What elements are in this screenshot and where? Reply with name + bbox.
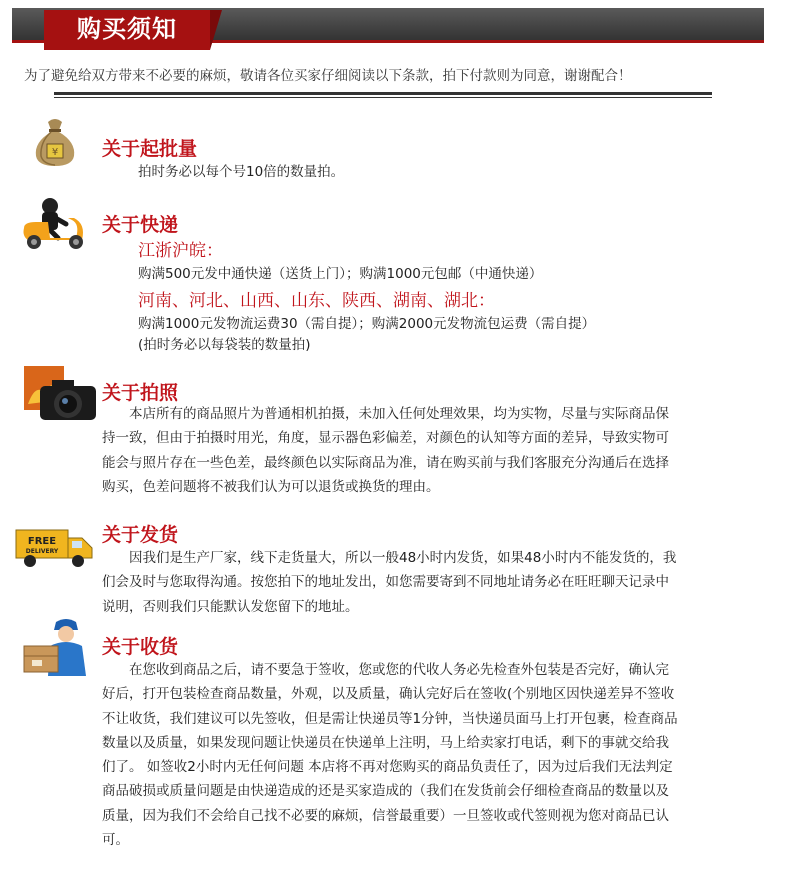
divider [54,92,712,95]
section-title-paizhao: 关于拍照 [102,382,179,404]
camera-icon [22,364,100,424]
kuaidi-text-2: 购满1000元发物流运费30（需自提）；购满2000元发物流包运费（需自提） [138,316,596,332]
region-jiangzhehuwan: 江浙沪皖： [138,241,223,261]
divider [54,97,712,98]
shouhuo-line: 不让收货，我们建议可以先签收，但是需让快递员等1分钟，当快递员面马上打开包裹，检查商品 [102,710,678,727]
fahuo-line: 们会及时与您取得沟通。按您拍下的地址发出，如您需要寄到不同地址请务必在旺旺聊天记录中 [102,574,669,591]
qipiliang-text: 拍时务必以每个号10倍的数量拍。 [138,164,345,180]
section-title-kuaidi: 关于快递 [102,214,179,236]
delivery-scooter-icon [14,194,96,256]
page-title: 购买须知 [44,10,210,50]
shouhuo-line: 好后，打开包装检查商品数量，外观，以及质量，确认完好后在签收(个别地区因快递差异不签收 [102,686,675,703]
fahuo-line: 说明，否则我们只能默认发您留下的地址。 [102,598,359,615]
fahuo-paragraph [102,546,742,619]
section-title-shouhuo: 关于收货 [102,636,179,658]
intro-text: 为了避免给双方带来不必要的麻烦，敬请各位买家仔细阅读以下条款，拍下付款则为同意，谢谢配合！ [24,68,632,84]
paizhao-paragraph [102,402,742,499]
paizhao-line: 能会与照片存在一些色差，最终颜色以实际商品为准，请在购买前与我们客服充分沟通后在选择 [102,454,669,471]
section-title-qipiliang: 关于起批量 [102,138,198,160]
svg-text:¥: ¥ [51,147,59,158]
shouhuo-line: 可。 [102,832,129,849]
fahuo-line: 因我们是生产厂家，线下走货量大，所以一般48小时内发货，如果48小时内不能发货的，我 [102,550,677,566]
section-title-fahuo: 关于发货 [102,524,179,546]
paizhao-line: 购买，色差问题将不被我们认为可以退货或换货的理由。 [102,478,440,495]
shouhuo-line: 们了。 如签收2小时内无任何问题 本店将不再对您购买的商品负责任了，因为过后我们无法判定 [102,759,673,776]
shouhuo-line: 数量以及质量，如果发现问题让快递员在快递单上注明，马上给卖家打电话，剩下的事就交给我 [102,734,669,751]
shouhuo-paragraph [102,658,742,852]
kuaidi-text-3: (拍时务必以每袋装的数量拍) [138,337,311,353]
truck-delivery-label: DELIVERY [25,548,59,555]
truck-free-label: FREE [27,536,57,547]
shouhuo-line: 商品破损或质量问题是由快递造成的还是买家造成的（我们在发货前会仔细检查商品的数量以及 [102,783,669,800]
free-delivery-truck-icon [14,526,96,570]
paizhao-line: 本店所有的商品照片为普通相机拍摄，未加入任何处理效果，均为实物，尽量与实际商品保 [102,406,669,422]
kuaidi-text-1: 购满500元发中通快递（送货上门）；购满1000元包邮（中通快递） [138,266,543,282]
shouhuo-line: 质量，因为我们不会给自己找不必要的麻烦，信誉最重要）一旦签收或代签则视为您对商品已认 [102,807,669,824]
region-central: 河南、河北、山西、山东、陕西、湖南、湖北： [138,291,495,311]
shouhuo-line: 在您收到商品之后，请不要急于签收，您或您的代收人务必先检查外包装是否完好，确认完 [102,662,669,678]
paizhao-line: 持一致，但由于拍摄时用光，角度，显示器色彩偏差，对颜色的认知等方面的差异，导致实物可 [102,430,669,447]
courier-man-icon [20,616,100,678]
money-bag-icon [28,114,82,168]
